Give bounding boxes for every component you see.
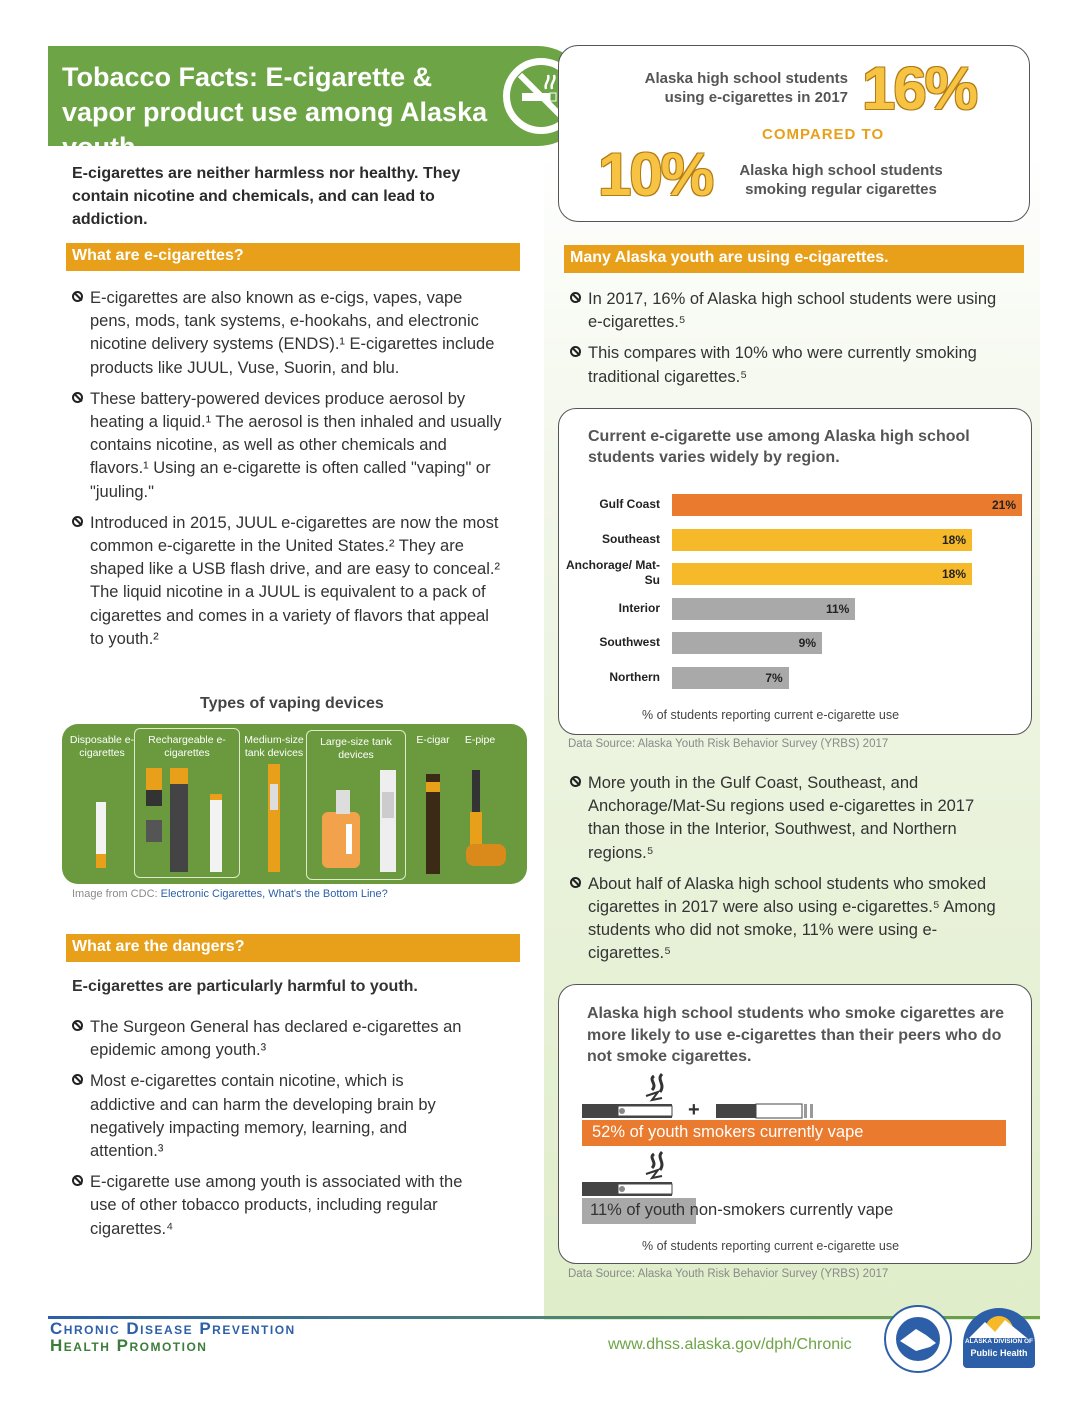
- bar-label: Southeast: [601, 531, 660, 546]
- bar-label: Gulf Coast: [599, 497, 660, 511]
- compared-to: COMPARED TO: [762, 126, 885, 143]
- list-item: Most e-cigarettes contain nicotine, which is addictive and can harm the developing brain by negatively impacting memory, learning, and attention.³: [72, 1070, 472, 1163]
- devices-title: Types of vaping devices: [200, 695, 384, 712]
- intro-text: E-cigarettes are neither harmless nor healthy. They contain nicotine and chemicals, and can lead to addiction.: [72, 165, 461, 228]
- dangers-heading: What are the dangers?: [66, 934, 520, 962]
- label-large-tank: Large-size tank devices: [320, 736, 392, 761]
- no-symbol-icon: [72, 1074, 83, 1085]
- bar-label: Northern: [609, 669, 660, 684]
- list-item: About half of Alaska high school students who smoked cigarettes in 2017 were also using e-cigarettes.⁵ Among students who did not smoke, 11% were using e-cigarettes.⁵: [570, 873, 1010, 966]
- list-item: This compares with 10% who were currently smoking traditional cigarettes.⁵: [570, 342, 1010, 388]
- cigarette-plus-ecig-icon: [582, 1070, 822, 1120]
- stat2-text: Alaska high school students smoking regular cigarettes: [739, 162, 943, 198]
- smokers-title: Alaska high school students who smoke cigarettes are more likely to use e-cigarettes than their peers who do not smoke cigarettes.: [587, 1005, 1005, 1065]
- large-tank-device: [322, 812, 360, 868]
- what-are-list: [72, 287, 502, 659]
- bar-value-label: 21%: [991, 498, 1016, 512]
- no-symbol-icon: [570, 776, 581, 787]
- list-item: These battery-powered devices produce aerosol by heating a liquid.¹ The aerosol is then inhaled and usually contains nicotine, as well as other chemicals and flavors.¹ Using an e-cigarette is often called "vaping" or "juuling.": [72, 388, 502, 504]
- stat1-value: 16%: [862, 55, 977, 122]
- devices-illustration: [62, 724, 527, 884]
- smokers-source: Data Source: Alaska Youth Risk Behavior Survey (YRBS) 2017: [568, 1268, 889, 1280]
- page-title: Tobacco Facts: E-cigarette & vapor product use among Alaska youth: [62, 62, 488, 162]
- no-symbol-icon: [72, 291, 83, 302]
- smokers-footnote: % of students reporting current e-cigarette use: [642, 1239, 900, 1253]
- label-rechargeable: Rechargeable e-cigarettes: [148, 734, 226, 759]
- bar-value-label: 9%: [798, 636, 816, 650]
- bar-value-label: 11%: [825, 601, 850, 616]
- dangers-list: [72, 1016, 472, 1249]
- chart-axis-label: % of students reporting current e-cigarette use: [642, 708, 900, 722]
- cdp-logo: Chronic Disease Prevention Health Promotion: [50, 1319, 296, 1355]
- public-health-logo: ALASKA DIVISION OF Public Health: [963, 1308, 1035, 1368]
- ecig-icon: [582, 1148, 682, 1198]
- cdc-link[interactable]: Electronic Cigarettes, What's the Bottom Line?: [160, 888, 388, 900]
- usb-charger: [146, 820, 162, 842]
- label-e-cigar: E-cigar: [416, 734, 450, 746]
- stat1-text: Alaska high school students using e-cigarettes in 2017: [644, 70, 848, 106]
- label-e-pipe: E-pipe: [464, 734, 496, 746]
- bar-label: Southwest: [599, 635, 660, 649]
- bar-value-label: 7%: [765, 670, 783, 685]
- chart-title: Current e-cigarette use among Alaska high school students varies widely by region.: [588, 428, 970, 466]
- devices-drawing: [62, 724, 527, 884]
- bar-value-label: 18%: [941, 532, 966, 547]
- list-item: In 2017, 16% of Alaska high school students were using e-cigarettes.⁵: [570, 288, 1010, 334]
- medium-tank-device: [268, 764, 280, 872]
- no-symbol-icon: [72, 516, 83, 527]
- many-youth-heading: Many Alaska youth are using e-cigarettes.: [564, 245, 1024, 273]
- list-item: The Surgeon General has declared e-cigarettes an epidemic among youth.³: [72, 1016, 472, 1062]
- nonsmokers-vape-text: 11% of youth non-smokers currently vape: [590, 1201, 894, 1219]
- no-symbol-icon: [72, 392, 83, 403]
- list-item: E-cigarette use among youth is associated with the use of other tobacco products, including regular cigarettes.⁴: [72, 1171, 472, 1241]
- no-symbol-icon: [72, 1020, 83, 1031]
- smokers-vape-bar: 52% of youth smokers currently vape: [582, 1120, 1006, 1146]
- svg-text:+: +: [688, 1099, 700, 1120]
- bar-label: Anchorage/ Mat-Su: [565, 558, 660, 587]
- many-youth-list: [570, 288, 1010, 397]
- regions-list: [570, 772, 1010, 974]
- state-seal-logo: [884, 1305, 952, 1373]
- website-link[interactable]: www.dhss.alaska.gov/dph/Chronic: [608, 1336, 852, 1353]
- list-item: More youth in the Gulf Coast, Southeast, and Anchorage/Mat-Su regions used e-cigarettes in 2017 than those in the Interior, Southwest, and Northern regions.⁵: [570, 772, 1010, 865]
- list-item: Introduced in 2015, JUUL e-cigarettes are now the most common e-cigarette in the United States.² They are shaped like a USB flash drive, and are easy to conceal.² The liquid nicotine in a JUUL is equivalent to a pack of cigarettes and comes in a variety of flavors that appeal to youth.²: [72, 512, 502, 651]
- stat2-value: 10%: [598, 141, 713, 208]
- what-are-heading: What are e-cigarettes?: [66, 243, 520, 271]
- no-symbol-icon: [570, 346, 581, 357]
- list-item: E-cigarettes are also known as e-cigs, vapes, vape pens, mods, tank systems, e-hookahs, and electronic nicotine delivery systems (ENDS).¹ E-cigarettes include products like JUUL, Vuse, Suorin, and blu.: [72, 287, 502, 380]
- dangers-subheading: E-cigarettes are particularly harmful to youth.: [72, 978, 418, 995]
- bar-label: Interior: [618, 600, 660, 615]
- no-symbol-icon: [570, 292, 581, 303]
- bar-value-label: 18%: [941, 567, 966, 581]
- no-symbol-icon: [72, 1175, 83, 1186]
- chart-source: Data Source: Alaska Youth Risk Behavior Survey (YRBS) 2017: [568, 738, 889, 750]
- label-medium-tank: Medium-size tank devices: [244, 734, 304, 759]
- bar: [672, 494, 1022, 516]
- image-credit: Image from CDC: Electronic Cigarettes, What's the Bottom Line?: [72, 888, 388, 900]
- juul-pod: [146, 768, 162, 790]
- label-disposable: Disposable e-cigarettes: [69, 734, 135, 759]
- no-symbol-icon: [570, 877, 581, 888]
